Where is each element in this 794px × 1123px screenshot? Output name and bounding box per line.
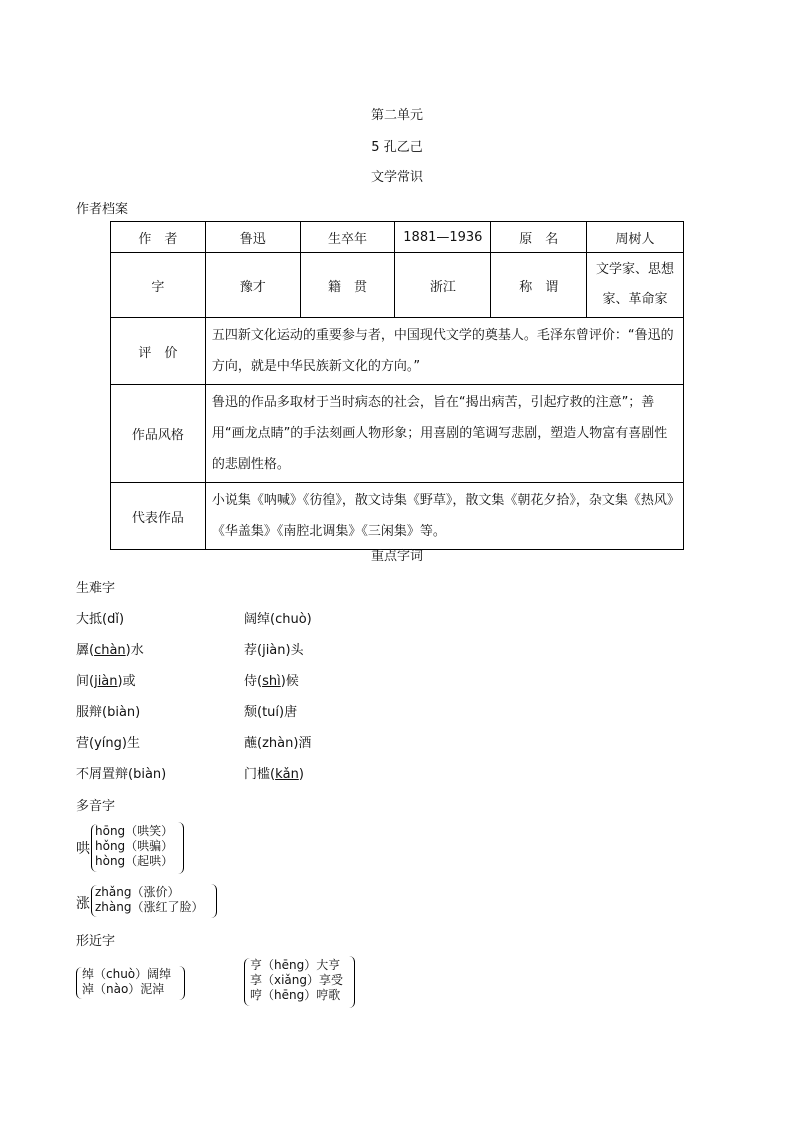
table-row (111, 318, 684, 385)
vocab-text: )或 (117, 674, 136, 689)
table-cell: 浙江 (395, 253, 491, 318)
vocab-item (76, 701, 140, 720)
table-row (111, 253, 684, 318)
right-paren (348, 956, 355, 1008)
vocab-text: 大抵( (76, 612, 108, 627)
similar-line: 绰（chuò）阔绰 (82, 967, 172, 981)
vocab-text: 颓( (244, 705, 263, 720)
table-cell: 称 谓 (491, 253, 587, 318)
vocab-text: ) (135, 705, 141, 720)
vocab-text: 荐( (244, 643, 263, 658)
pinyin: chuò (275, 612, 307, 627)
table-cell: 1881—1936 (395, 222, 491, 253)
pinyin: dǐ (107, 612, 119, 627)
similar-line: 哼（hēng）哼歌 (250, 988, 341, 1002)
similar-line: 亨（hēng）大亨 (250, 958, 341, 972)
key-words-title: 重点字词 (370, 549, 423, 564)
vocab-text: ) (298, 767, 304, 782)
table-cell: 文学家、思想家、革命家 (587, 253, 684, 318)
table-cell: 周树人 (587, 222, 684, 253)
table-row (111, 222, 684, 253)
hard-chars-title: 生难字 (76, 581, 116, 596)
pinyin: zhàn (262, 736, 294, 751)
vocab-text: )头 (285, 643, 304, 658)
vocab-text: )候 (280, 674, 299, 689)
vocab-item (244, 701, 297, 720)
table-cell: 生卒年 (300, 222, 395, 253)
author-file-title: 作者档案 (76, 202, 129, 217)
vocab-text: 服辩( (76, 705, 108, 720)
similar-group-b (250, 958, 343, 1003)
right-paren (210, 884, 217, 918)
table-cell: 籍 贯 (300, 253, 395, 318)
pinyin: biàn (133, 767, 162, 782)
table-cell: 评 价 (111, 318, 206, 385)
polyphone-title: 多音字 (76, 799, 116, 814)
reading-line: hòng（起哄） (95, 854, 174, 868)
table-cell: 原 名 (491, 222, 587, 253)
unit-title: 第二单元 (370, 108, 423, 123)
polyphone-char-hong: 哄 (76, 841, 90, 857)
vocab-text: )酒 (293, 736, 312, 751)
similar-line: 享（xiǎng）享受 (250, 973, 344, 987)
table-row (111, 483, 684, 550)
polyphone-char-zhang: 涨 (76, 896, 90, 912)
table-cell: 作 者 (111, 222, 206, 253)
pinyin: jiàn (262, 643, 286, 658)
vocab-item (244, 763, 304, 782)
vocab-item (76, 670, 136, 689)
vocab-text: 羼( (76, 643, 95, 658)
vocab-text: )生 (121, 736, 140, 751)
vocab-text: )水 (125, 643, 144, 658)
vocab-item (76, 763, 166, 782)
table-cell: 小说集《呐喊》《彷徨》，散文诗集《野草》，散文集《朝花夕拾》，杂文集《热风》《华盖集》《南腔北调集》《三闲集》等。 (205, 483, 683, 550)
pinyin: yíng (94, 736, 122, 751)
vocab-text: 侍( (244, 674, 263, 689)
pinyin: kǎn (275, 767, 299, 782)
pinyin: chàn (94, 643, 126, 658)
vocab-text: 不屑置辩( (76, 767, 134, 782)
section-title: 文学常识 (370, 170, 423, 185)
table-cell: 豫才 (205, 253, 300, 318)
vocab-text: )唐 (279, 705, 298, 720)
author-info-table (110, 221, 684, 550)
pinyin: shì (262, 674, 281, 689)
vocab-text: 间( (76, 674, 95, 689)
pinyin: tuí (262, 705, 280, 720)
lesson-title: 5 孔乙己 (371, 140, 423, 155)
similar-chars-title: 形近字 (76, 934, 116, 949)
table-cell: 作品风格 (111, 385, 206, 483)
hong-readings (95, 824, 173, 869)
reading-line: hōng（哄笑） (95, 824, 174, 838)
vocab-item (244, 608, 312, 627)
pinyin: biàn (107, 705, 136, 720)
vocab-text: 营( (76, 736, 95, 751)
table-cell: 鲁迅 (205, 222, 300, 253)
vocab-text: 阔绰( (244, 612, 276, 627)
table-row (111, 385, 684, 483)
vocab-item (244, 639, 304, 658)
vocab-item (76, 608, 124, 627)
vocab-text: 蘸( (244, 736, 263, 751)
pinyin: jiàn (94, 674, 118, 689)
vocab-text: 门槛( (244, 767, 276, 782)
right-paren (178, 966, 185, 1000)
reading-line: zhàng（涨红了脸） (95, 900, 204, 914)
vocab-item (76, 732, 140, 751)
vocab-text: ) (118, 612, 125, 627)
vocab-text: ) (306, 612, 312, 627)
zhang-readings (95, 885, 203, 915)
table-cell: 代表作品 (111, 483, 206, 550)
table-cell: 五四新文化运动的重要参与者，中国现代文学的奠基人。毛泽东曾评价：“鲁迅的方向，就是中华民族新文化的方向。” (205, 318, 683, 385)
vocab-text: ) (161, 767, 167, 782)
reading-line: zhǎng（涨价） (95, 885, 180, 899)
vocab-item (244, 732, 311, 751)
table-cell: 鲁迅的作品多取材于当时病态的社会，旨在“揭出病苦，引起疗救的注意”；善用“画龙点睛”的手法刻画人物形象；用喜剧的笔调写悲剧，塑造人物富有喜剧性的悲剧性格。 (205, 385, 683, 483)
reading-line: hǒng（哄骗） (95, 839, 174, 853)
similar-group-a (82, 967, 171, 997)
similar-line: 淖（nào）泥淖 (82, 982, 165, 996)
right-paren (177, 822, 184, 874)
table-cell: 字 (111, 253, 206, 318)
vocab-item (244, 670, 299, 689)
vocab-item (76, 639, 144, 658)
